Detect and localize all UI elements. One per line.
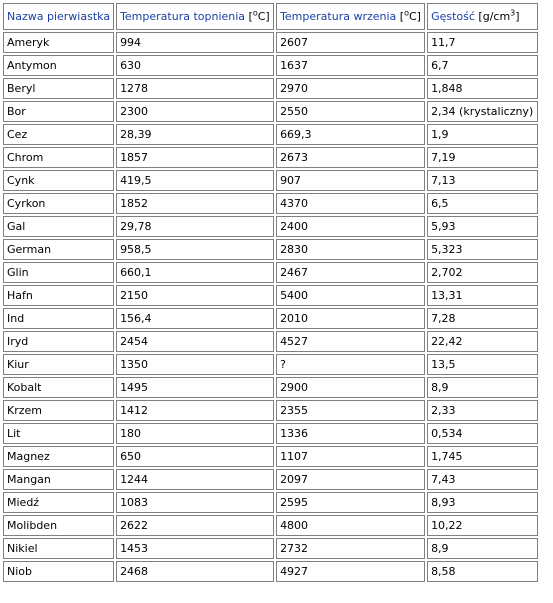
table-row <box>3 308 538 329</box>
header-name-link[interactable]: Nazwa pierwiastka <box>7 10 111 23</box>
header-melting-unit: [$^o$C] <box>245 8 270 23</box>
cell-melting-point: 650 <box>116 446 274 467</box>
cell-density: 2,34 (krystaliczny) <box>427 101 538 122</box>
cell-element-name: Hafn <box>3 285 114 306</box>
cell-element-name: Mangan <box>3 469 114 490</box>
cell-boiling-point: 4800 <box>276 515 425 536</box>
cell-boiling-point: 4370 <box>276 193 425 214</box>
cell-density: 6,7 <box>427 55 538 76</box>
cell-element-name: Bor <box>3 101 114 122</box>
cell-density: 6,5 <box>427 193 538 214</box>
cell-melting-point: 28,39 <box>116 124 274 145</box>
cell-melting-point: 156,4 <box>116 308 274 329</box>
cell-melting-point: 1412 <box>116 400 274 421</box>
cell-melting-point: 29,78 <box>116 216 274 237</box>
cell-element-name: Gal <box>3 216 114 237</box>
header-boiling-unit: [$^o$C] <box>396 8 421 23</box>
elements-table <box>1 1 540 584</box>
table-row <box>3 538 538 559</box>
cell-element-name: Beryl <box>3 78 114 99</box>
cell-density: 8,93 <box>427 492 538 513</box>
cell-boiling-point: 4927 <box>276 561 425 582</box>
cell-density: 22,42 <box>427 331 538 352</box>
cell-boiling-point: 2830 <box>276 239 425 260</box>
cell-boiling-point: 5400 <box>276 285 425 306</box>
cell-element-name: Ameryk <box>3 32 114 53</box>
table-row <box>3 101 538 122</box>
cell-melting-point: 1083 <box>116 492 274 513</box>
table-row <box>3 492 538 513</box>
cell-melting-point: 180 <box>116 423 274 444</box>
cell-density: 2,33 <box>427 400 538 421</box>
cell-element-name: Nikiel <box>3 538 114 559</box>
cell-element-name: German <box>3 239 114 260</box>
cell-boiling-point: 2010 <box>276 308 425 329</box>
table-row <box>3 78 538 99</box>
cell-boiling-point: 2467 <box>276 262 425 283</box>
table-row <box>3 32 538 53</box>
cell-melting-point: 2150 <box>116 285 274 306</box>
table-row <box>3 239 538 260</box>
cell-boiling-point: 2400 <box>276 216 425 237</box>
cell-element-name: Cez <box>3 124 114 145</box>
table-row <box>3 561 538 582</box>
header-name <box>3 3 114 30</box>
cell-density: 1,848 <box>427 78 538 99</box>
cell-boiling-point: 2595 <box>276 492 425 513</box>
cell-boiling-point: 2550 <box>276 101 425 122</box>
cell-element-name: Magnez <box>3 446 114 467</box>
cell-boiling-point: 2970 <box>276 78 425 99</box>
cell-melting-point: 660,1 <box>116 262 274 283</box>
cell-melting-point: 2468 <box>116 561 274 582</box>
table-row <box>3 262 538 283</box>
cell-density: 0,534 <box>427 423 538 444</box>
cell-density: 8,9 <box>427 538 538 559</box>
cell-boiling-point: 2900 <box>276 377 425 398</box>
table-row <box>3 446 538 467</box>
header-density-unit: $[g/cm^3]$ <box>474 8 520 23</box>
table-row <box>3 147 538 168</box>
table-row <box>3 331 538 352</box>
cell-element-name: Kobalt <box>3 377 114 398</box>
cell-element-name: Chrom <box>3 147 114 168</box>
table-row <box>3 216 538 237</box>
cell-melting-point: 2454 <box>116 331 274 352</box>
cell-melting-point: 1244 <box>116 469 274 490</box>
cell-melting-point: 958,5 <box>116 239 274 260</box>
cell-element-name: Cyrkon <box>3 193 114 214</box>
cell-element-name: Kiur <box>3 354 114 375</box>
cell-density: 1,745 <box>427 446 538 467</box>
cell-density: 7,19 <box>427 147 538 168</box>
table-row <box>3 55 538 76</box>
table-row <box>3 377 538 398</box>
cell-boiling-point: 1107 <box>276 446 425 467</box>
cell-melting-point: 1350 <box>116 354 274 375</box>
cell-melting-point: 1495 <box>116 377 274 398</box>
table-row <box>3 354 538 375</box>
cell-element-name: Ind <box>3 308 114 329</box>
table-row <box>3 423 538 444</box>
cell-density: 8,9 <box>427 377 538 398</box>
cell-element-name: Niob <box>3 561 114 582</box>
cell-density: 8,58 <box>427 561 538 582</box>
cell-density: 7,13 <box>427 170 538 191</box>
table-row <box>3 400 538 421</box>
cell-melting-point: 994 <box>116 32 274 53</box>
table-row <box>3 469 538 490</box>
cell-melting-point: 1278 <box>116 78 274 99</box>
header-density-link[interactable]: Gęstość <box>431 10 475 23</box>
cell-element-name: Glin <box>3 262 114 283</box>
cell-boiling-point: 4527 <box>276 331 425 352</box>
cell-density: 7,43 <box>427 469 538 490</box>
cell-melting-point: 1453 <box>116 538 274 559</box>
cell-element-name: Krzem <box>3 400 114 421</box>
cell-melting-point: 2300 <box>116 101 274 122</box>
table-row <box>3 170 538 191</box>
cell-density: 5,323 <box>427 239 538 260</box>
header-melting-link[interactable]: Temperatura topnienia <box>120 10 246 23</box>
cell-boiling-point: 2732 <box>276 538 425 559</box>
cell-element-name: Lit <box>3 423 114 444</box>
cell-boiling-point: 2097 <box>276 469 425 490</box>
table-row <box>3 515 538 536</box>
cell-boiling-point: 1637 <box>276 55 425 76</box>
cell-boiling-point: 2355 <box>276 400 425 421</box>
cell-density: 13,31 <box>427 285 538 306</box>
cell-element-name: Miedź <box>3 492 114 513</box>
cell-density: 13,5 <box>427 354 538 375</box>
cell-density: 2,702 <box>427 262 538 283</box>
table-header-row <box>3 3 538 30</box>
cell-boiling-point: 907 <box>276 170 425 191</box>
table-body <box>3 32 538 582</box>
header-density <box>427 3 538 30</box>
header-boiling-point <box>276 3 425 30</box>
table-row <box>3 124 538 145</box>
cell-element-name: Antymon <box>3 55 114 76</box>
cell-element-name: Cynk <box>3 170 114 191</box>
cell-boiling-point: ? <box>276 354 425 375</box>
cell-density: 5,93 <box>427 216 538 237</box>
cell-boiling-point: 669,3 <box>276 124 425 145</box>
cell-boiling-point: 2607 <box>276 32 425 53</box>
cell-density: 1,9 <box>427 124 538 145</box>
cell-density: 11,7 <box>427 32 538 53</box>
cell-density: 10,22 <box>427 515 538 536</box>
table-row <box>3 193 538 214</box>
table-row <box>3 285 538 306</box>
cell-boiling-point: 1336 <box>276 423 425 444</box>
cell-density: 7,28 <box>427 308 538 329</box>
cell-element-name: Iryd <box>3 331 114 352</box>
cell-melting-point: 1857 <box>116 147 274 168</box>
cell-boiling-point: 2673 <box>276 147 425 168</box>
cell-melting-point: 2622 <box>116 515 274 536</box>
cell-element-name: Molibden <box>3 515 114 536</box>
cell-melting-point: 1852 <box>116 193 274 214</box>
cell-melting-point: 630 <box>116 55 274 76</box>
cell-melting-point: 419,5 <box>116 170 274 191</box>
header-melting-point <box>116 3 274 30</box>
header-boiling-link[interactable]: Temperatura wrzenia <box>280 10 397 23</box>
